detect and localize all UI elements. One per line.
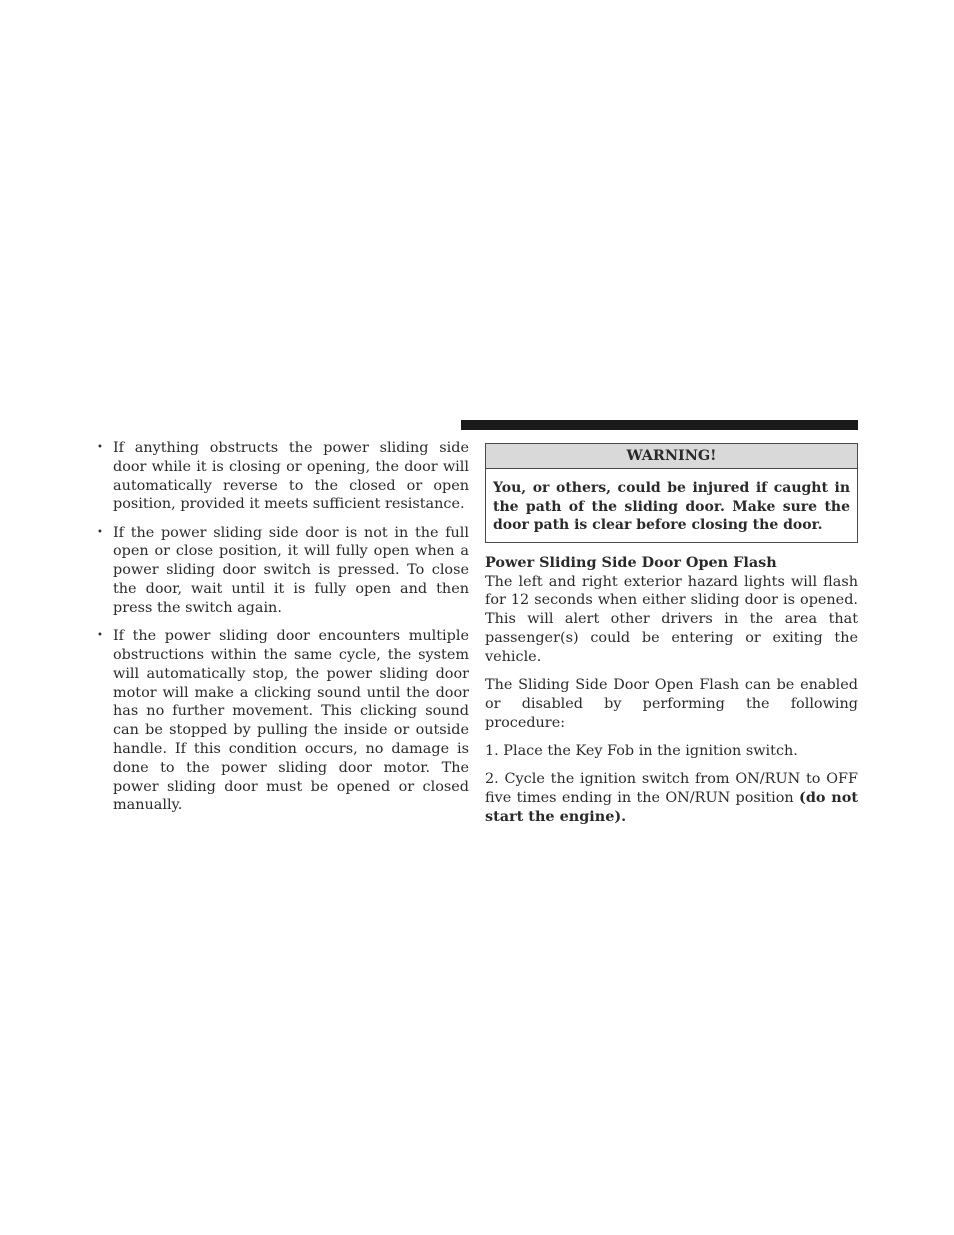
- warning-box: [485, 443, 858, 543]
- section-header-bar: [461, 420, 858, 430]
- paragraph: The left and right exterior hazard lights will flash for 12 seconds when either sliding door is opened. This will alert other drivers in the area that passenger(s) could be entering or exiting the vehicle.: [485, 573, 858, 665]
- bullet-list: [96, 439, 469, 815]
- left-column: [96, 439, 469, 825]
- bullet-icon: •: [97, 630, 103, 642]
- step-2-bold-text: (do not start the engine).: [485, 788, 858, 825]
- list-item: [96, 627, 469, 815]
- warning-text: You, or others, could be injured if caught in the path of the sliding door. Make sure the door path is clear before closing the door.: [493, 480, 850, 534]
- paragraph: The Sliding Side Door Open Flash can be enabled or disabled by performing the following procedure:: [485, 676, 858, 731]
- right-column: [485, 443, 858, 836]
- list-item: [96, 439, 469, 514]
- bullet-icon: •: [97, 526, 103, 538]
- bullet-text: If the power sliding side door is not in the full open or close position, it will fully open when a power sliding door switch is pressed. To close the door, wait until it is fully open and then press the switch again.: [113, 524, 469, 616]
- bullet-text: If the power sliding door encounters multiple obstructions within the same cycle, the system will automatically stop, the power sliding door motor will make a clicking sound until the door has no further movement. This clicking sound can be stopped by pulling the inside or outside handle. If this condition occurs, no damage is done to the power sliding door motor. The power sliding door must be opened or closed manually.: [113, 628, 469, 814]
- step-2-text: 2. Cycle the ignition switch from ON/RUN to OFF five times ending in the ON/RUN position: [485, 770, 858, 806]
- bullet-text: If anything obstructs the power sliding side door while it is closing or opening, the door will automatically reverse to the closed or open position, provided it meets sufficient resistance.: [113, 440, 469, 513]
- section-heading: Power Sliding Side Door Open Flash: [485, 553, 777, 571]
- warning-title: WARNING!: [486, 444, 857, 469]
- list-item: [96, 524, 469, 618]
- procedure-step-1: 1. Place the Key Fob in the ignition switch.: [485, 742, 798, 759]
- bullet-icon: •: [97, 442, 103, 453]
- procedure-step-2: [485, 770, 858, 826]
